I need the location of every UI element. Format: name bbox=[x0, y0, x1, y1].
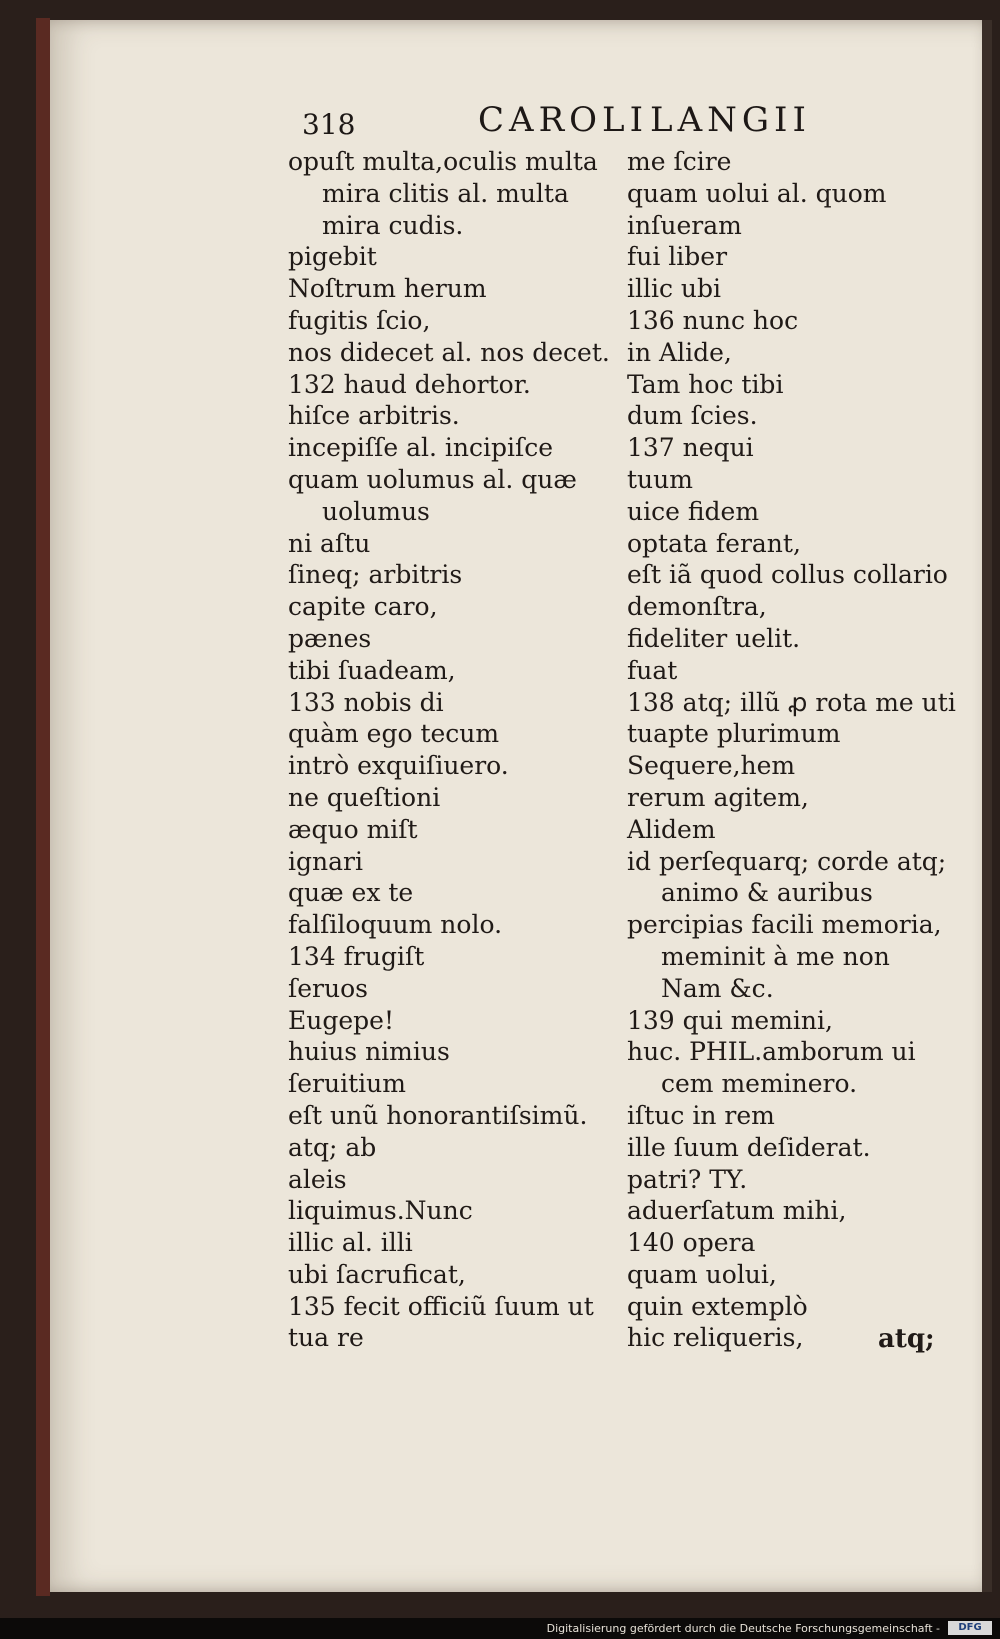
text-line: aduerſatum mihi, bbox=[627, 1196, 847, 1226]
text-line: Sequere,hem bbox=[627, 751, 796, 781]
text-line: quin extemplò bbox=[627, 1291, 808, 1321]
text-line: aleis bbox=[288, 1164, 347, 1194]
text-line: æquo miſt bbox=[288, 814, 418, 844]
text-line: 132 haud dehortor. bbox=[288, 369, 531, 399]
text-line: tuapte plurimum bbox=[627, 719, 841, 749]
text-line: huc. PHIL.amborum ui bbox=[627, 1037, 916, 1067]
text-line: liquimus.Nunc bbox=[288, 1196, 473, 1226]
text-line: mira cudis. bbox=[322, 210, 464, 240]
text-line: pigebit bbox=[288, 242, 377, 272]
text-line: hiſce arbitris. bbox=[288, 401, 460, 431]
right-column bbox=[627, 146, 987, 1354]
text-line: me ſcire bbox=[627, 147, 732, 176]
text-line: Eugepe! bbox=[288, 1005, 394, 1035]
text-line: 136 nunc hoc bbox=[627, 305, 799, 335]
text-line: ubi ſacruficat, bbox=[288, 1259, 466, 1289]
text-line: atq; ab bbox=[288, 1132, 377, 1162]
text-line: uolumus bbox=[322, 496, 430, 526]
digitization-footer bbox=[0, 1618, 1000, 1639]
text-line: illic al. illi bbox=[288, 1228, 413, 1258]
text-line: fuat bbox=[627, 655, 678, 685]
text-line: 133 nobis di bbox=[288, 687, 444, 717]
text-line: iſtuc in rem bbox=[627, 1100, 775, 1130]
text-line: fui liber bbox=[627, 242, 728, 272]
text-line: inſueram bbox=[627, 210, 742, 240]
text-line: 140 opera bbox=[627, 1228, 756, 1258]
running-header bbox=[50, 90, 992, 140]
text-line: falſiloquum nolo. bbox=[288, 910, 503, 940]
text-line: optata ferant, bbox=[627, 528, 801, 558]
text-line: dum ſcies. bbox=[627, 401, 758, 431]
text-line: eſt unũ honorantiſsimũ. bbox=[288, 1100, 588, 1130]
text-line: hic reliqueris, bbox=[627, 1323, 804, 1353]
running-head-author-last: LANGII bbox=[650, 100, 811, 140]
text-line: ne queſtioni bbox=[288, 782, 441, 812]
text-line: opuſt multa,oculis multa bbox=[288, 147, 598, 176]
text-line: Alidem bbox=[627, 814, 716, 844]
left-column bbox=[288, 146, 628, 1354]
text-line: ille ſuum deſiderat. bbox=[627, 1132, 871, 1162]
text-line: 138 atq; illũ ꝓ rota me uti bbox=[627, 687, 956, 717]
text-line: illic ubi bbox=[627, 274, 722, 304]
text-line: fugitis ſcio, bbox=[288, 305, 431, 335]
text-line: tuum bbox=[627, 464, 693, 494]
book-cover-edge bbox=[36, 18, 50, 1596]
text-line: pænes bbox=[288, 623, 372, 653]
text-line: meminit à me non bbox=[661, 941, 890, 971]
text-line: mira clitis al. multa bbox=[322, 178, 569, 208]
page-number: 318 bbox=[302, 108, 356, 141]
text-line: patri? TY. bbox=[627, 1164, 748, 1194]
text-line: eſt iã quod collus collario bbox=[627, 560, 948, 590]
text-line: capite caro, bbox=[288, 592, 438, 622]
text-line: quam uolumus al. quæ bbox=[288, 464, 577, 494]
text-line: Nam &c. bbox=[661, 973, 774, 1003]
text-line: 139 qui memini, bbox=[627, 1005, 833, 1035]
text-line: ignari bbox=[288, 846, 363, 876]
funding-note: Digitalisierung gefördert durch die Deutsche Forschungsgemeinschaft - bbox=[546, 1622, 940, 1635]
text-line: intrò exquiſiuero. bbox=[288, 751, 509, 781]
text-line: quam uolui al. quom bbox=[627, 178, 887, 208]
text-line: rerum agitem, bbox=[627, 782, 809, 812]
text-line: ſeruitium bbox=[288, 1069, 406, 1099]
text-line: Tam hoc tibi bbox=[627, 369, 784, 399]
text-line: animo & auribus bbox=[661, 878, 873, 908]
text-line: demonſtra, bbox=[627, 592, 767, 622]
running-head-author-first: CAROLI bbox=[478, 100, 649, 140]
text-line: nos didecet al. nos decet. bbox=[288, 337, 610, 367]
text-line: quæ ex te bbox=[288, 878, 414, 908]
text-line: ſineq; arbitris bbox=[288, 560, 463, 590]
text-line: ni aſtu bbox=[288, 528, 371, 558]
page bbox=[50, 20, 992, 1592]
text-line: in Alide, bbox=[627, 337, 732, 367]
text-line: uice fidem bbox=[627, 496, 760, 526]
text-line: tibi ſuadeam, bbox=[288, 655, 456, 685]
text-line: fideliter uelit. bbox=[627, 623, 801, 653]
text-line: quam uolui, bbox=[627, 1259, 777, 1289]
text-line: 135 fecit officiũ ſuum ut bbox=[288, 1291, 594, 1321]
text-line: ſeruos bbox=[288, 973, 368, 1003]
text-line: quàm ego tecum bbox=[288, 719, 500, 749]
text-line: incepiſſe al. incipiſce bbox=[288, 433, 554, 463]
text-line: 137 nequi bbox=[627, 433, 754, 463]
text-line: 134 frugiſt bbox=[288, 941, 425, 971]
catchword: atq; bbox=[878, 1324, 935, 1354]
text-line: tua re bbox=[288, 1323, 364, 1353]
text-line: Noſtrum herum bbox=[288, 274, 487, 304]
text-line: huius nimius bbox=[288, 1037, 450, 1067]
text-line: id perſequarq; corde atq; bbox=[627, 846, 947, 876]
dfg-logo: DFG bbox=[948, 1621, 992, 1635]
text-line: percipias facili memoria, bbox=[627, 910, 942, 940]
text-line: cem meminero. bbox=[661, 1069, 858, 1099]
